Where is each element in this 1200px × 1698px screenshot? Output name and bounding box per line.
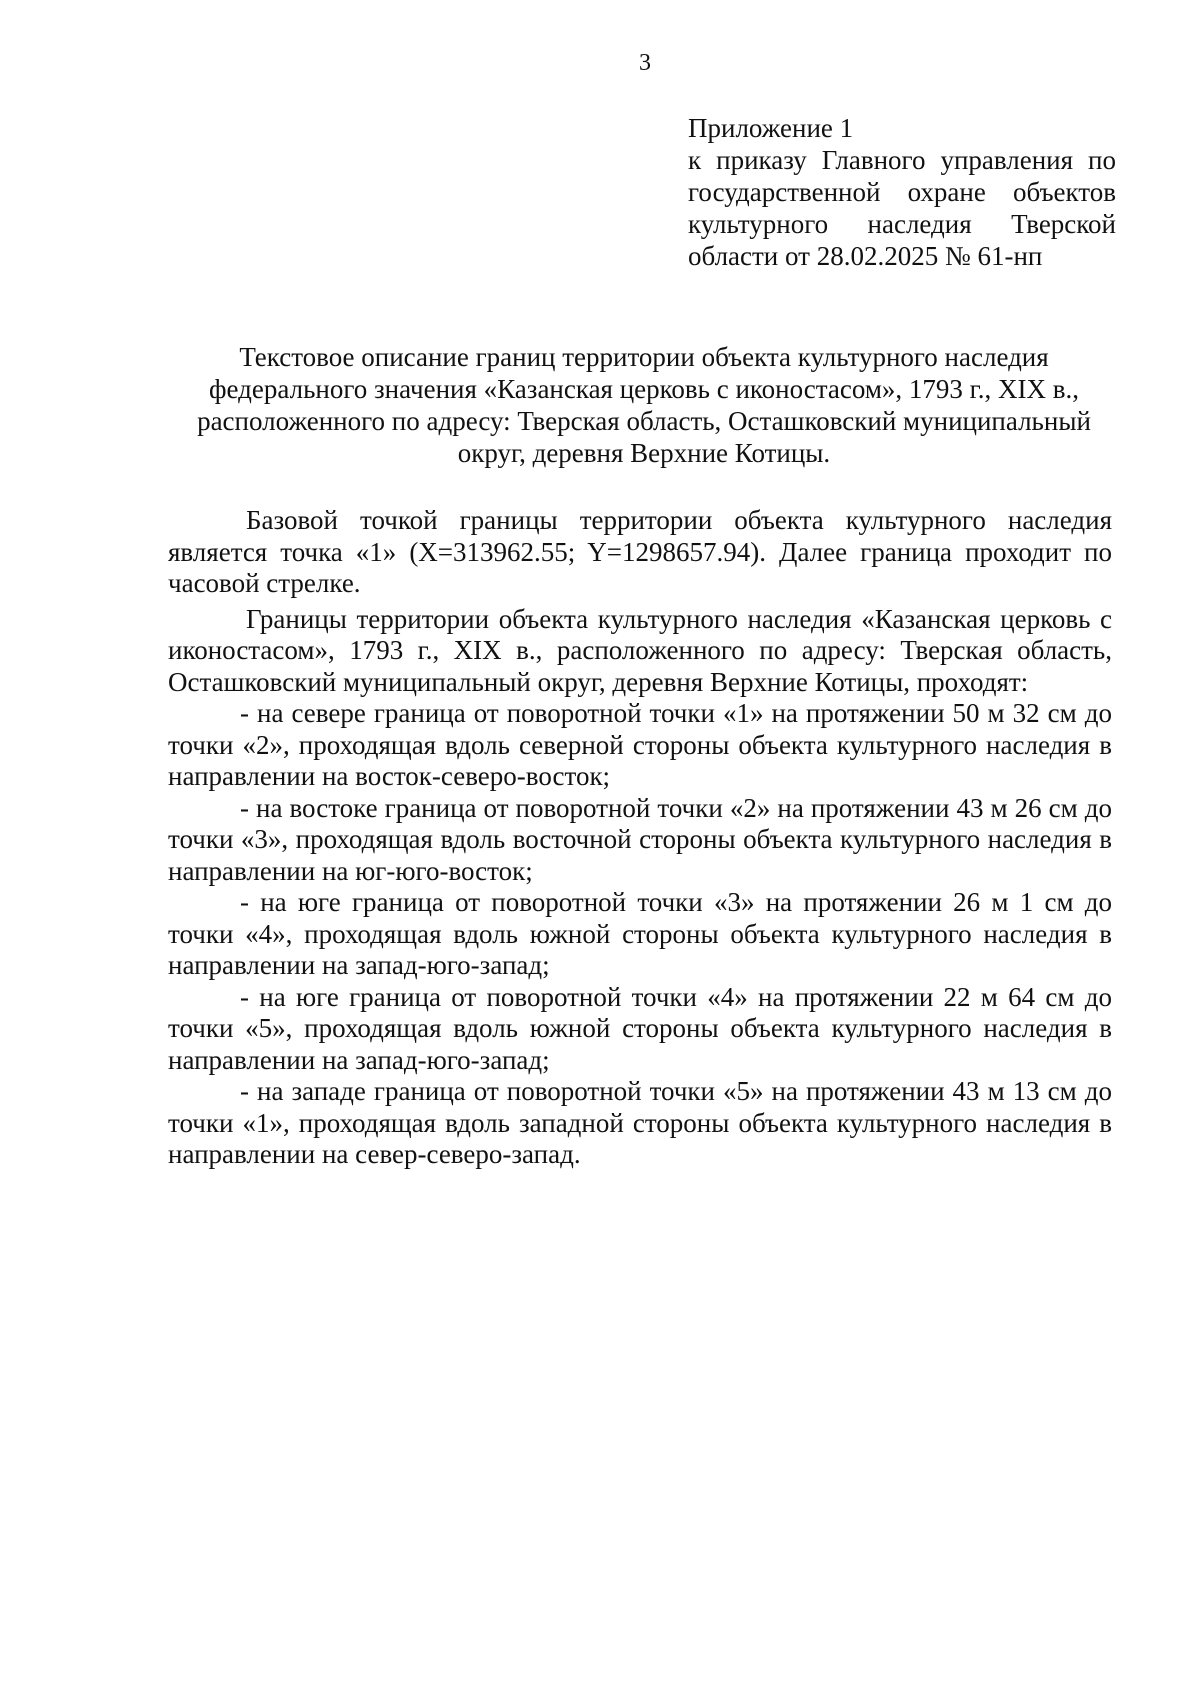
boundary-item-south-2: - на юге граница от поворотной точки «4» на протяжении 22 м 64 см до точки «5», проходящая вдоль южной стороны объекта культурного наследия в направлении на запад-юго-запад; [168,981,1112,1075]
appendix-block [688,112,1116,272]
boundary-item-north: - на севере граница от поворотной точки «1» на протяжении 50 м 32 см до точки «2», проходящая вдоль северной стороны объекта культурного наследия в направлении на восток-северо-восток; [168,698,1112,791]
boundary-item-west: - на западе граница от поворотной точки «5» на протяжении 43 м 13 см до точки «1», проходящая вдоль западной стороны объекта культурного наследия в направлении на север-северо-запад. [168,1076,1112,1169]
document-body [168,505,1112,1171]
document-title: Текстовое описание границ территории объекта культурного наследия федерального значения «Казанская церковь с иконостасом», 1793 г., XIX в., расположенного по адресу: Тверская область, Осташковский муниципальный округ, деревня Верхние Котицы. [197,342,1091,468]
base-point-paragraph: Базовой точкой границы территории объекта культурного наследия является точка «1» (X=313962.55; Y=1298657.94). Далее граница проходит по часовой стрелке. [168,505,1112,598]
boundaries-intro-paragraph: Границы территории объекта культурного наследия «Казанская церковь с иконостасом», 1793 г., XIX в., расположенного по адресу: Тверская область, Осташковский муниципальный округ, деревня Верхние Котицы, проходят: [168,603,1112,697]
boundary-item-south-1: - на юге граница от поворотной точки «3» на протяжении 26 м 1 см до точки «4», проходящая вдоль южной стороны объекта культурного наследия в направлении на запад-юго-запад; [168,887,1112,980]
boundary-item-east: - на востоке граница от поворотной точки «2» на протяжении 43 м 26 см до точки «3», проходящая вдоль восточной стороны объекта культурного наследия в направлении на юг-юго-восток; [168,792,1112,886]
appendix-heading: Приложение 1 [688,113,854,143]
page-number: 3 [639,50,651,76]
appendix-body: к приказу Главного управления по государственной охране объектов культурного наследия Тверской области от 28.02.2025 № 61-нп [688,145,1116,271]
